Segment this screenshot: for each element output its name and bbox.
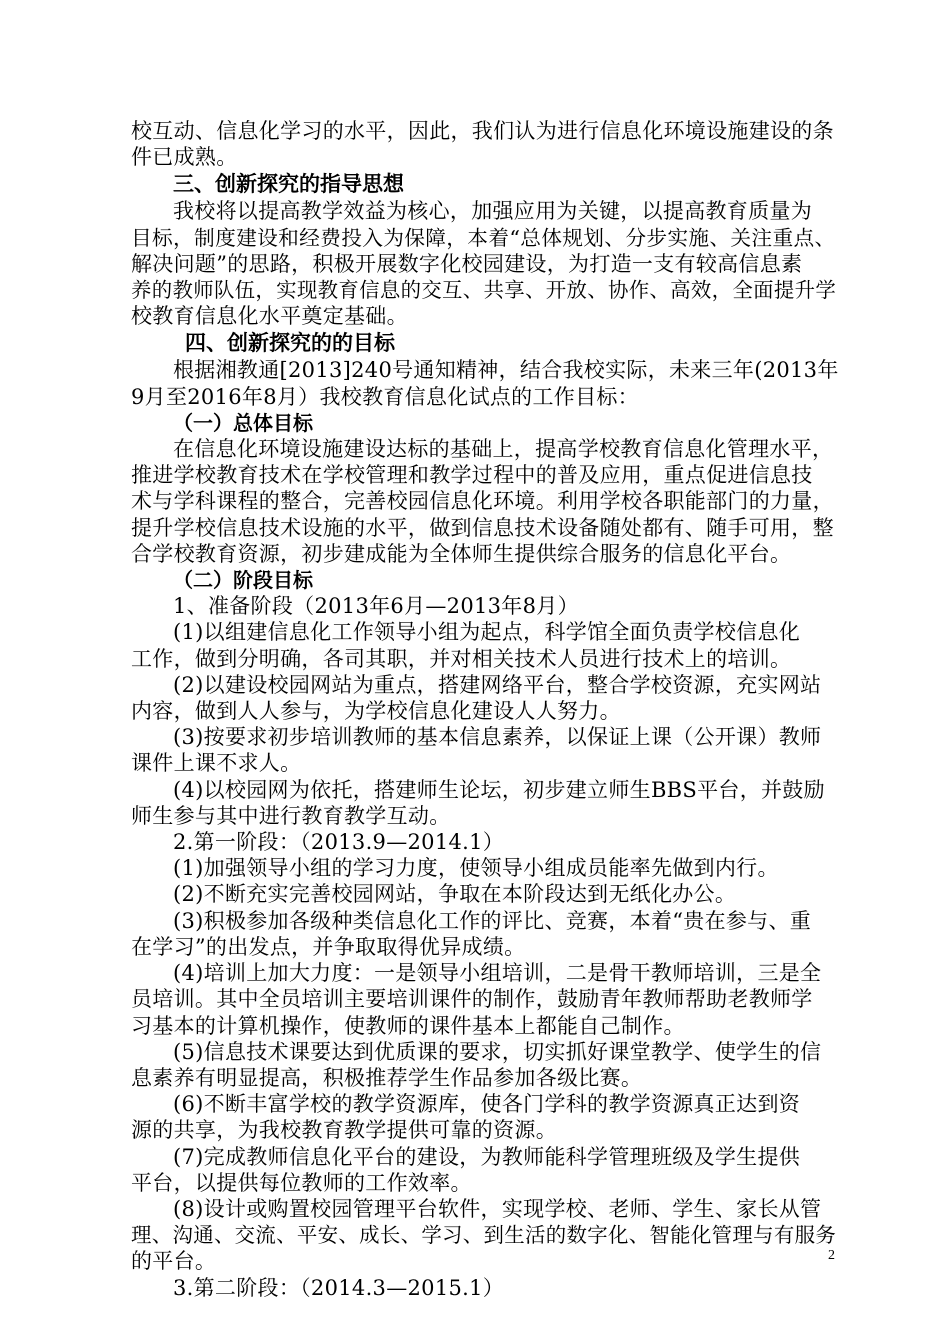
paragraph-line: 校教育信息化水平奠定基础。	[131, 304, 408, 329]
paragraph-line: 提升学校信息技术设施的水平，做到信息技术设备随处都有、随手可用，整	[131, 515, 834, 540]
paragraph-line: 员培训。其中全员培训主要培训课件的制作，鼓励青年教师帮助老教师学	[131, 987, 813, 1012]
paragraph-line-indented: (5)信息技术课要达到优质课的要求，切实抓好课堂教学、使学生的信	[173, 1039, 822, 1064]
paragraph-line-indented: (7)完成教师信息化平台的建设，为教师能科学管理班级及学生提供	[173, 1144, 801, 1169]
paragraph-line: 习基本的计算机操作，使教师的课件基本上都能自己制作。	[131, 1013, 685, 1038]
paragraph-line-indented: 2.第一阶段：（2013.9—2014.1）	[173, 830, 505, 855]
paragraph-line-indented: 3.第二阶段：（2014.3—2015.1）	[173, 1275, 505, 1300]
paragraph-line-indented: (6)不断丰富学校的教学资源库，使各门学科的教学资源真正达到资	[173, 1092, 801, 1117]
paragraph-line: 件已成熟。	[131, 145, 238, 170]
paragraph-line: 合学校教育资源，初步建成能为全体师生提供综合服务的信息化平台。	[131, 541, 792, 566]
section-heading: 三、创新探究的指导思想	[173, 172, 404, 197]
paragraph-line: 校互动、信息化学习的水平，因此，我们认为进行信息化环境设施建设的条	[131, 119, 834, 143]
paragraph-line-indented: (2)以建设校园网站为重点，搭建网络平台，整合学校资源，充实网站	[173, 672, 822, 697]
paragraph-line-indented: 在信息化环境设施建设达标的基础上，提高学校教育信息化管理水平，	[173, 437, 834, 462]
paragraph-line: 的平台。	[131, 1249, 217, 1274]
paragraph-line: 目标，制度建设和经费投入为保障，本着“总体规划、分步实施、关注重点、	[131, 225, 836, 250]
paragraph-line: 解决问题”的思路，积极开展数字化校园建设，为打造一支有较高信息素	[131, 251, 803, 276]
subsection-heading: （一）总体目标	[173, 410, 313, 435]
document-body	[131, 118, 843, 1301]
paragraph-line: 息素养有明显提高，积极推荐学生作品参加各级比赛。	[131, 1065, 643, 1090]
paragraph-line-indented: (4)以校园网为依托，搭建师生论坛，初步建立师生BBS平台，并鼓励	[173, 777, 825, 802]
paragraph-line: 源的共享，为我校教育教学提供可靠的资源。	[131, 1118, 557, 1143]
section-heading: 四、创新探究的的目标	[185, 331, 395, 356]
paragraph-line: 术与学科课程的整合，完善校园信息化环境。利用学校各职能部门的力量，	[131, 489, 834, 514]
paragraph-line-indented: (1)加强领导小组的学习力度，使领导小组成员能率先做到内行。	[173, 856, 779, 881]
paragraph-line-indented: (4)培训上加大力度：一是领导小组培训，二是骨干教师培训，三是全	[173, 961, 822, 986]
paragraph-line-indented: (8)设计或购置校园管理平台软件，实现学校、老师、学生、家长从管	[173, 1196, 822, 1221]
paragraph-line: 课件上课不求人。	[131, 751, 302, 776]
paragraph-line: 在学习”的出发点，并争取取得优异成绩。	[131, 934, 526, 959]
paragraph-line: 9月至2016年8月）我校教育信息化试点的工作目标：	[131, 384, 639, 409]
paragraph-line: 师生参与其中进行教育教学互动。	[131, 803, 451, 828]
paragraph-line-indented: (1)以组建信息化工作领导小组为起点，科学馆全面负责学校信息化	[173, 620, 801, 645]
paragraph-line-indented: (3)积极参加各级种类信息化工作的评比、竞赛，本着“贵在参与、重	[173, 908, 812, 933]
paragraph-line-indented: 我校将以提高教学效益为核心，加强应用为关键，以提高教育质量为	[173, 199, 812, 224]
paragraph-line-indented: (2)不断充实完善校园网站，争取在本阶段达到无纸化办公。	[173, 882, 737, 907]
paragraph-line: 平台，以提供每位教师的工作效率。	[131, 1170, 472, 1195]
page-number: 2	[828, 1248, 835, 1263]
paragraph-line-indented: (3)按要求初步培训教师的基本信息素养，以保证上课（公开课）教师	[173, 725, 822, 750]
paragraph-line: 养的教师队伍，实现教育信息的交互、共享、开放、协作、高效，全面提升学	[131, 278, 837, 303]
subsection-heading: （二）阶段目标	[173, 568, 313, 593]
paragraph-line: 推进学校教育技术在学校管理和教学过程中的普及应用，重点促进信息技	[131, 463, 813, 488]
paragraph-line: 内容，做到人人参与，为学校信息化建设人人努力。	[131, 699, 621, 724]
paragraph-line-indented: 1、准备阶段（2013年6月—2013年8月）	[173, 594, 579, 619]
paragraph-line: 工作，做到分明确，各司其职，并对相关技术人员进行技术上的培训。	[131, 646, 792, 671]
paragraph-line: 理、沟通、交流、平安、成长、学习、到生活的数字化、智能化管理与有服务	[131, 1223, 837, 1248]
paragraph-line-indented: 根据湘教通[2013]240号通知精神，结合我校实际，未来三年(2013年	[173, 358, 839, 383]
